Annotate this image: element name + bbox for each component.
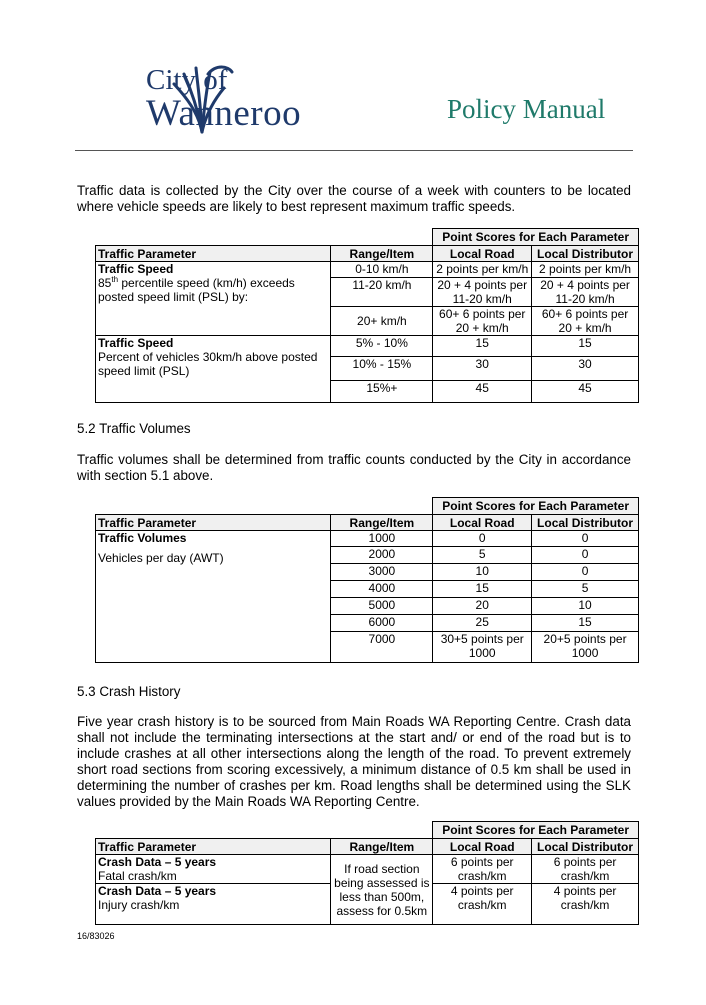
range-cell: 4000 (331, 581, 433, 598)
col-header-distributor: Local Distributor (532, 515, 639, 531)
range-cell: 7000 (331, 632, 433, 663)
intro-paragraph: Traffic data is collected by the City over the course of a week with counters to be located where vehicle speeds are likely to best represent maximum traffic speeds. (77, 183, 631, 214)
range-cell: 5000 (331, 598, 433, 615)
dist-cell: 0 (532, 564, 639, 581)
dist-cell: 15 (532, 615, 639, 632)
speed-table (95, 228, 639, 403)
param-cell: Crash Data – 5 years Fatal crash/km (96, 855, 331, 884)
col-header-range: Range/Item (331, 515, 433, 531)
range-cell: 11-20 km/h (331, 278, 433, 307)
col-header-range: Range/Item (331, 839, 433, 855)
header-divider (75, 150, 633, 151)
dist-cell: 10 (532, 598, 639, 615)
volumes-table (95, 497, 639, 663)
local-cell: 5 (433, 547, 532, 564)
dist-cell: 45 (532, 381, 639, 403)
range-cell: 0-10 km/h (331, 262, 433, 278)
col-header-range: Range/Item (331, 246, 433, 262)
dist-cell: 30 (532, 357, 639, 381)
col-header-local: Local Road (433, 839, 532, 855)
col-header-distributor: Local Distributor (532, 246, 639, 262)
param-cell: Crash Data – 5 years Injury crash/km (96, 884, 331, 925)
local-cell: 20 + 4 points per 11-20 km/h (433, 278, 532, 307)
local-cell: 2 points per km/h (433, 262, 532, 278)
dist-cell: 4 points per crash/km (532, 884, 639, 925)
range-cell: 15%+ (331, 381, 433, 403)
range-cell: 3000 (331, 564, 433, 581)
param-cell: Traffic Speed 85th percentile speed (km/h) exceeds posted speed limit (PSL) by: (96, 262, 331, 336)
dist-cell: 5 (532, 581, 639, 598)
group-header: Point Scores for Each Parameter (433, 229, 639, 246)
dist-cell: 20+5 points per 1000 (532, 632, 639, 663)
dist-cell: 15 (532, 336, 639, 357)
dist-cell: 20 + 4 points per 11-20 km/h (532, 278, 639, 307)
dist-cell: 60+ 6 points per 20 + km/h (532, 307, 639, 336)
section-heading-volumes: 5.2 Traffic Volumes (77, 421, 191, 436)
document-reference: 16/83026 (77, 931, 115, 941)
volumes-paragraph: Traffic volumes shall be determined from traffic counts conducted by the City in accordance with section 5.1 above. (77, 452, 631, 483)
range-cell: 1000 (331, 531, 433, 547)
crash-table (95, 821, 639, 925)
dist-cell: 6 points per crash/km (532, 855, 639, 884)
dist-cell: 0 (532, 531, 639, 547)
crash-paragraph: Five year crash history is to be sourced from Main Roads WA Reporting Centre. Crash data shall not include the terminating intersections at the start and/ or end of the road but is to include crashes at all other intersections along the length of the road. To prevent extremely short road sections from scoring excessively, a minimum distance of 0.5 km shall be used in determining the number of crashes per km. Road lengths shall be determined using the SLK values provided by the Main Roads WA Reporting Centre. (77, 714, 631, 809)
col-header-distributor: Local Distributor (532, 839, 639, 855)
range-cell: If road section being assessed is less than 500m, assess for 0.5km (331, 855, 433, 925)
range-cell: 5% - 10% (331, 336, 433, 357)
col-header-param: Traffic Parameter (96, 839, 331, 855)
local-cell: 4 points per crash/km (433, 884, 532, 925)
local-cell: 6 points per crash/km (433, 855, 532, 884)
local-cell: 25 (433, 615, 532, 632)
local-cell: 20 (433, 598, 532, 615)
local-cell: 30 (433, 357, 532, 381)
dist-cell: 0 (532, 547, 639, 564)
section-heading-crash: 5.3 Crash History (77, 684, 181, 699)
page-title: Policy Manual (447, 94, 606, 124)
col-header-param: Traffic Parameter (96, 515, 331, 531)
group-header: Point Scores for Each Parameter (433, 822, 639, 839)
range-cell: 6000 (331, 615, 433, 632)
logo-city-text: City of (146, 64, 228, 96)
range-cell: 10% - 15% (331, 357, 433, 381)
local-cell: 0 (433, 531, 532, 547)
local-cell: 45 (433, 381, 532, 403)
range-cell: 20+ km/h (331, 307, 433, 336)
local-cell: 10 (433, 564, 532, 581)
local-cell: 15 (433, 581, 532, 598)
col-header-local: Local Road (433, 515, 532, 531)
col-header-local: Local Road (433, 246, 532, 262)
local-cell: 60+ 6 points per 20 + km/h (433, 307, 532, 336)
logo-name-text: Wanneroo (146, 93, 302, 134)
param-cell: Traffic Volumes Vehicles per day (AWT) (96, 531, 331, 663)
dist-cell: 2 points per km/h (532, 262, 639, 278)
col-header-param: Traffic Parameter (96, 246, 331, 262)
range-cell: 2000 (331, 547, 433, 564)
param-cell: Traffic Speed Percent of vehicles 30km/h above posted speed limit (PSL) (96, 336, 331, 403)
local-cell: 30+5 points per 1000 (433, 632, 532, 663)
group-header: Point Scores for Each Parameter (433, 498, 639, 515)
local-cell: 15 (433, 336, 532, 357)
